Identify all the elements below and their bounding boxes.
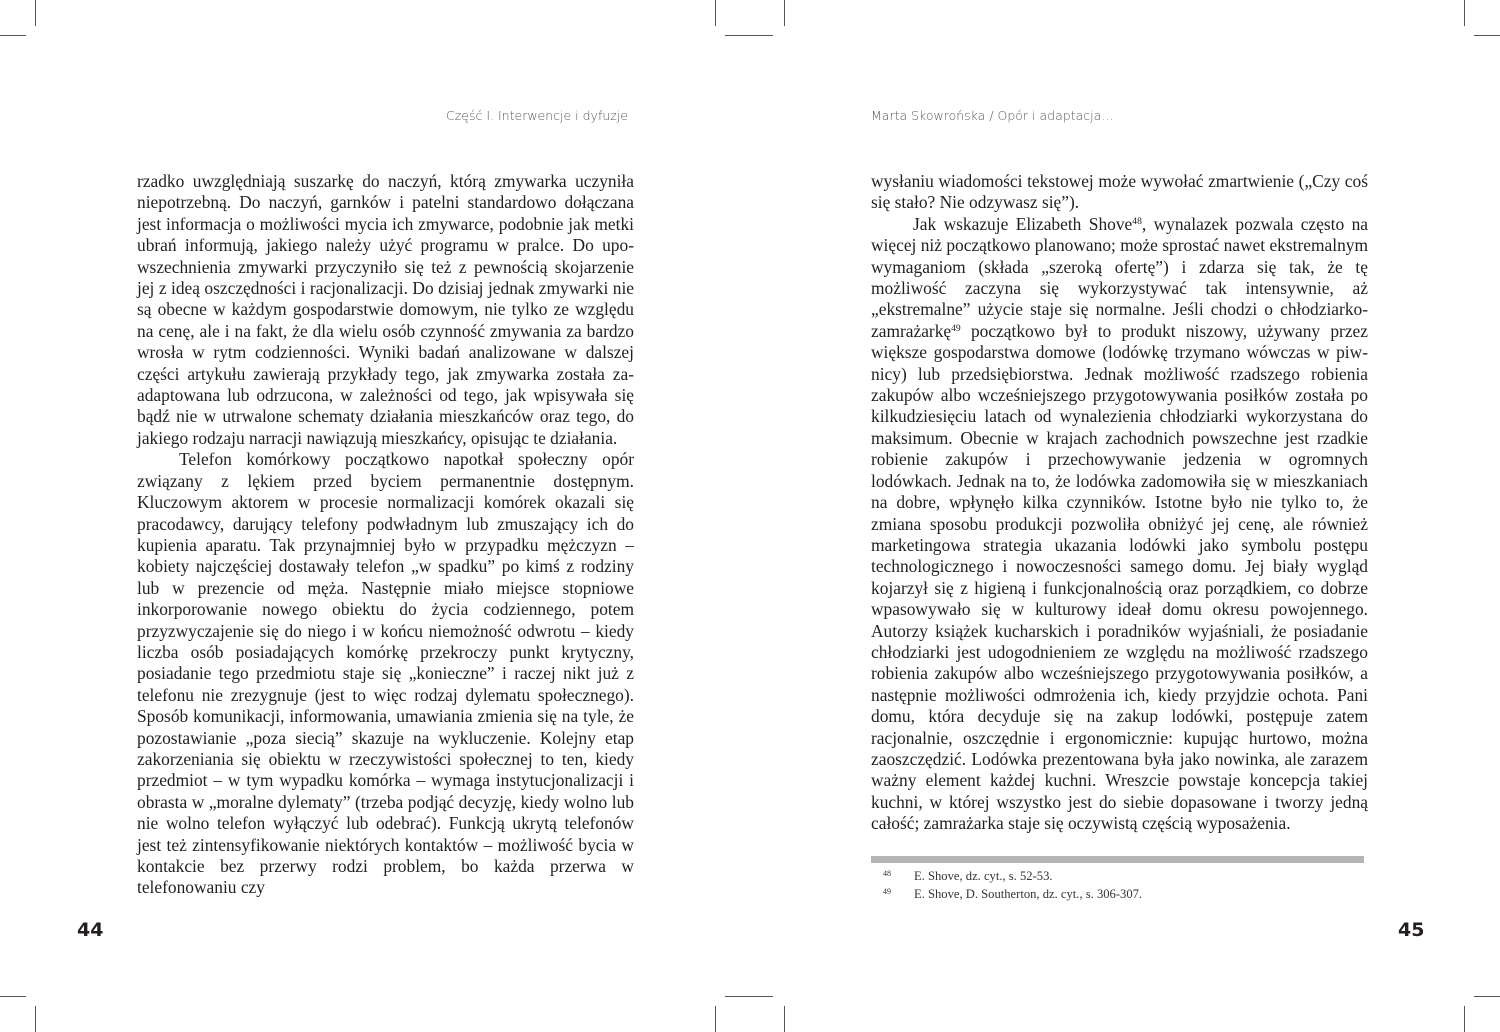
crop-mark (715, 1006, 716, 1032)
crop-mark (0, 996, 26, 997)
paragraph: rzadko uwzględniają suszarkę do naczyń, którą zmywarka uczyniła niepotrzebną. Do naczyń, garnków i patelni standardowo dołączana jest informacja o możliwości mycia ich zmywarce, podobnie jak metki ubrań informują, jakiego należy użyć programu w pralce. Do upowszechnienia zmywarki przyczyniło się też z pewnością skojarzenie jej z ideą oszczędności i racjonalizacji. Do dzisiaj jednak zmywarki nie są obecne w każdym gospodarstwie domowym, nie tylko ze względu na cenę, ale i na fakt, że dla wielu osób czynność zmywania za bardzo wrosła w rytm codzienności. Wyniki badań analizowane w dalszej części artykułu zawierają przykłady tego, jak zmywarka została zaadaptowana lub odrzucona, w zależności od tego, jak wpisywała się bądź nie w utrwalone schematy działania mieszkańców oraz tego, do jakiego rodzaju narracji nawiązują mieszkańcy, opisując te działania. (137, 171, 634, 448)
crop-mark (1474, 35, 1500, 36)
footnote (883, 886, 1363, 904)
paragraph (871, 214, 1368, 835)
footnote-number: 49 (883, 887, 891, 896)
footnote (883, 868, 1363, 886)
crop-mark (725, 996, 773, 997)
right-body-text (871, 171, 1368, 835)
crop-mark (784, 1006, 785, 1032)
text-run: Jak wskazuje Elizabeth Shove (913, 213, 1133, 234)
text-run: początkowo był to produkt niszowy, używany przez większe gospodarstwa domowe (lodówkę trzymano wówczas w piwnicy) lub przedsiębiorstwa. Jednak możliwość rzadszego robienia zakupów albo wcześniejszego przygotowywania posiłków została po kilkudziesięciu latach od wynalezienia chłodziarki wykorzystana do maksimum. Obecnie w krajach zachodnich powszechne jest rzadkie robienie zakupów i przechowywanie jedzenia w ogromnych lodówkach. Jednak na to, że lodówka zadomowiła się w mieszkaniach na dobre, wpłynęło kilka czynników. Istotne było nie tylko to, że zmiana sposobu produkcji pozwoliła obniżyć jej cenę, ale również marketingowa strategia ukazania lodówki jako symbolu postępu technologicznego i nowoczesności samego domu. Jej biały wygląd kojarzył się z higieną i funkcjonalnością oraz porządkiem, co dobrze wpasowywało się w kulturowy ideał domu okresu powojennego. Autorzy książek kucharskich i poradników wyjaśniali, że posiadanie chłodziarki jest udogodnieniem ze względu na możliwość rzadszego robienia zakupów albo wcześniejszego przygotowywania posiłków, a następnie możliwości odmrożenia ich, kiedy przyjdzie ochota. Pani domu, która decyduje się na zakup lodówki, postępuje zatem racjonalnie, oszczędnie i ergonomicznie: kupując hurtowo, można zaoszczędzić. Lodówka prezentowana była jako nowinka, ale zarazem ważny element każdej kuchni. Wreszcie powstaje koncepcja takiej kuchni, w której wszystko jest do siebie dopasowane i tworzy jedną całość; zamrażarka staje się oczywistą częścią wyposażenia. (871, 320, 1368, 834)
crop-mark (1474, 996, 1500, 997)
crop-mark (784, 0, 785, 26)
running-head-right: Marta Skowrońska / Opór i adaptacja… (871, 108, 1114, 123)
crop-mark (35, 1006, 36, 1032)
footnotes (883, 868, 1363, 904)
crop-mark (1464, 0, 1465, 26)
footnote-text: E. Shove, D. Southerton, dz. cyt., s. 306-307. (914, 887, 1143, 901)
crop-mark (1464, 1006, 1465, 1032)
footnote-ref-49[interactable]: 49 (951, 322, 961, 334)
left-body-text (137, 171, 634, 899)
paragraph: Telefon komórkowy początkowo napotkał społeczny opór związany z lękiem przed byciem permanentnie dostępnym. Kluczowym aktorem w procesie normalizacji komórek okazali się pracodawcy, darujący telefony podwładnym lub zmuszający ich do kupienia aparatu. Tak przynajmniej było w przypadku mężczyzn – kobiety najczęściej dostawały telefon „w spadku” po kimś z rodziny lub w prezencie od męża. Następnie miało miejsce stopniowe inkorporowanie nowego obiektu do życia codziennego, potem przyzwyczajenie się do niego i w końcu niemożność odwrotu – kiedy liczba osób posiadających komórkę przekroczy punkt krytyczny, posiadanie tego przedmiotu staje się „konieczne” i raczej nikt już z telefonu nie zrezygnuje (jest to więc rodzaj dylematu społecznego). Sposób komunikacji, informowania, umawiania zmienia się na tyle, że pozostawianie „poza siecią” skazuje na wykluczenie. Kolejny etap zakorzeniania się obiektu w rzeczywistości społecznej to ten, kiedy przedmiot – w tym wypadku komórka – wymaga instytucjonalizacji i obrasta w „moralne dylematy” (trzeba podjąć decyzję, kiedy wolno lub nie wolno telefon wyłączyć lub odebrać). Funkcją ukrytą telefonów jest też zintensyfikowanie niektórych kontaktów – możliwość bycia w kontakcie bez przerwy rodzi problem, bo każda przerwa w telefonowaniu czy (137, 449, 634, 898)
footnote-separator (871, 856, 1364, 863)
footnote-number: 48 (883, 869, 891, 878)
footnote-ref-48[interactable]: 48 (1132, 215, 1142, 227)
paragraph: wysłaniu wiadomości tekstowej może wywołać zmartwienie („Czy coś się stało? Nie odzywasz się”). (871, 171, 1368, 213)
footnote-text: E. Shove, dz. cyt., s. 52-53. (914, 869, 1053, 883)
crop-mark (725, 35, 773, 36)
crop-mark (0, 35, 26, 36)
page-number-left: 44 (77, 919, 104, 941)
page-number-right: 45 (1398, 919, 1425, 941)
text-run: , wynalazek pozwala często na więcej niż początkowo planowano; może sprostać nawet ekstremalnym wymaganiom (składa „szeroką ofertę”) i zdarza się tak, że tę możliwość zaczyna się wykorzystywać tak intensywnie, aż „ekstremalne” użycie staje się normalne. Jeśli chodzi o chłodziarko-zamrażarkę (871, 213, 1368, 341)
crop-mark (715, 0, 716, 26)
running-head-left: Część I. Interwencje i dyfuzje (446, 108, 628, 123)
crop-mark (35, 0, 36, 26)
